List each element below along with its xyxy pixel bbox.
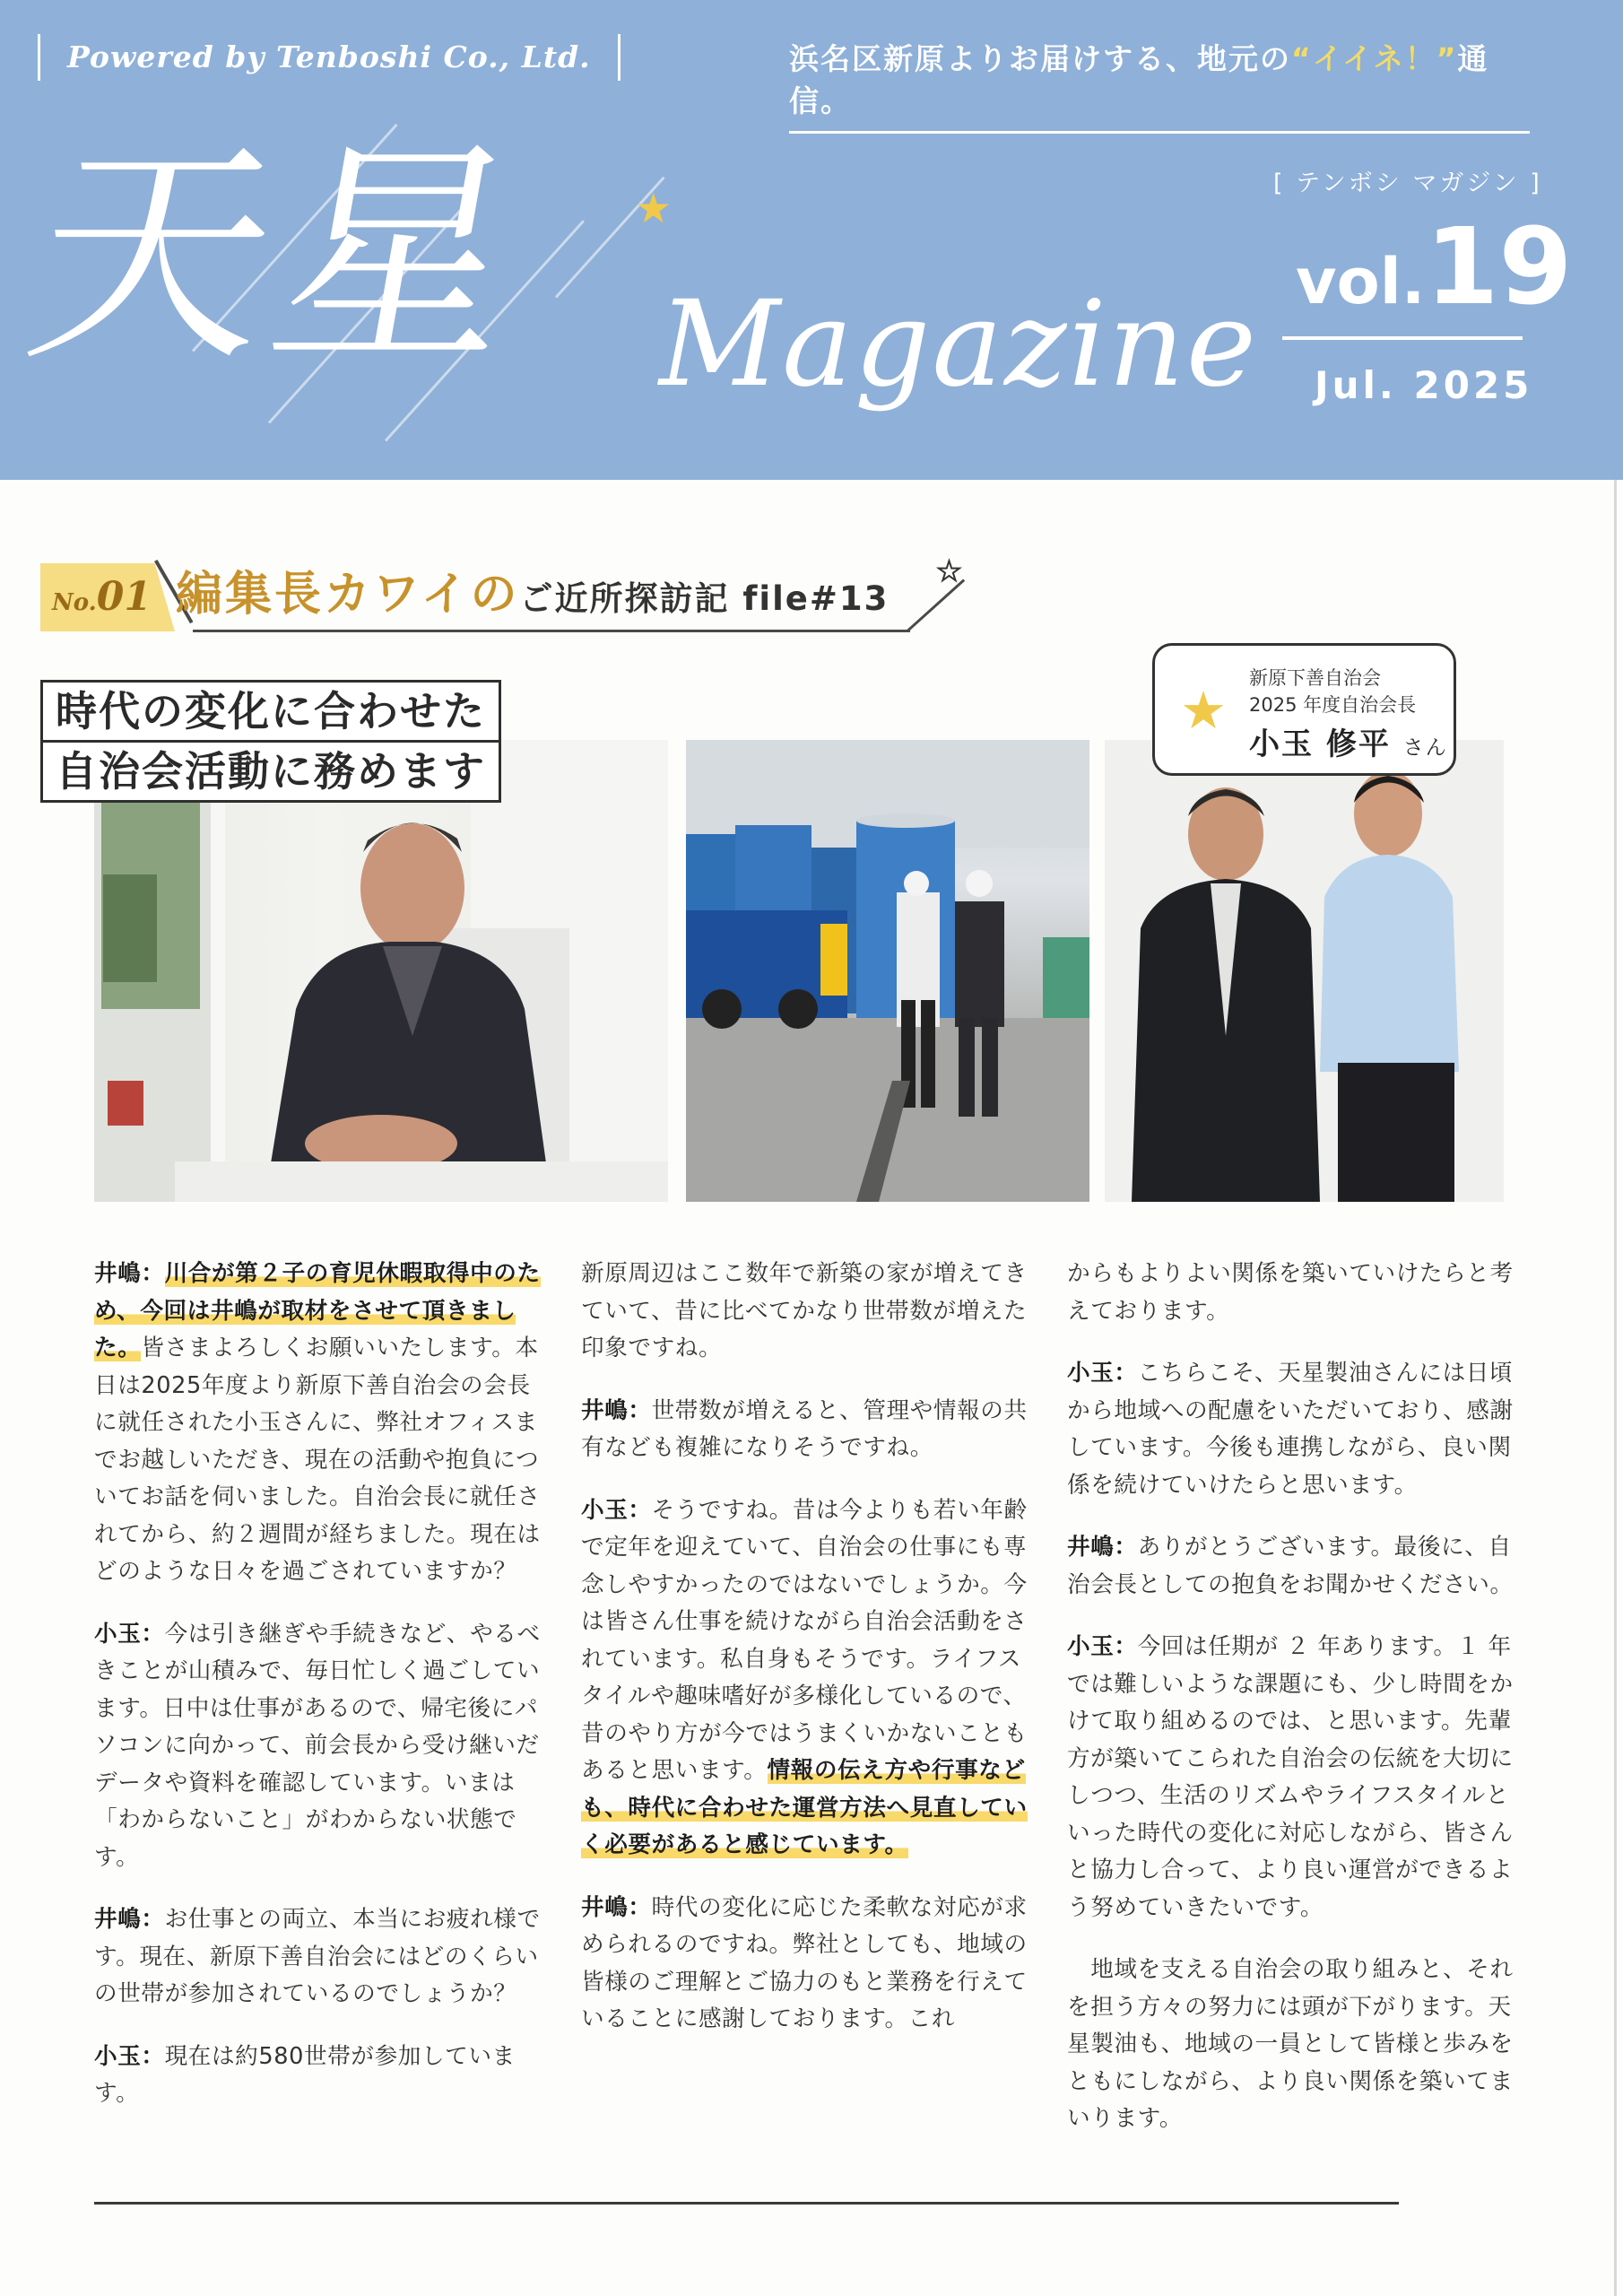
paragraph-text: お仕事との両立、本当にお疲れ様です。現在、新原下善自治会にはどのくらいの世帯が参加されているのでしょうか？	[94, 1906, 541, 2007]
tagline-highlight: “イイネ！”	[1291, 41, 1458, 76]
article-headline	[40, 680, 501, 803]
interviewee-name	[1249, 719, 1448, 763]
paragraph	[94, 1616, 542, 1877]
paragraph-text: 今回は任期が ２ 年あります。１ 年では難しいような課題にも、少し時間をかけて取り組めるのでは、と思います。先輩方が築いてこられた自治会の伝統を大切にしつつ、生活のリズムやライフスタイルといった時代の変化に対応しながら、皆さんと協力し合って、より良い運営ができるよう努めていきたいです。	[1067, 1633, 1514, 1921]
no-label: No.	[52, 589, 97, 616]
tagline-suffix: 通信。	[789, 41, 1489, 118]
page-edge	[1614, 480, 1617, 2296]
honorific: さん	[1402, 736, 1448, 760]
speaker-label: 井嶋：	[1067, 1534, 1138, 1561]
photo-interview	[94, 740, 668, 1202]
powered-by: Powered by Tenboshi Co., Ltd.	[38, 34, 621, 81]
speaker-label: 井嶋：	[581, 1396, 652, 1424]
volume-rule	[1282, 336, 1523, 340]
speaker-label: 井嶋：	[94, 1906, 165, 1933]
speaker-label: 小玉：	[581, 1496, 652, 1524]
paragraph	[1067, 1256, 1515, 1330]
photo-interview-image	[94, 740, 668, 1202]
tagline-prefix: 浜名区新原よりお届けする、地元の	[789, 41, 1291, 76]
interviewee-role: 2025 年度自治会長	[1249, 694, 1417, 716]
headline-line-2: 自治会活動に務めます	[43, 740, 499, 800]
star-icon: ★	[937, 556, 961, 587]
photo-portrait-image	[1105, 740, 1504, 1202]
vol-prefix: vol.	[1296, 245, 1426, 318]
name-text: 小玉 修平	[1249, 726, 1391, 762]
section-title-main: 編集長カワイの	[176, 568, 520, 622]
interviewee-org: 新原下善自治会	[1249, 667, 1381, 689]
photo-facility	[686, 740, 1089, 1202]
paragraph	[1067, 1629, 1515, 1926]
no-number: 01	[96, 574, 152, 620]
kana-subtitle: [ テンボシ マガジン ]	[1273, 170, 1542, 197]
paragraph-text: からもよりよい関係を築いていけたらと考えております。	[1067, 1260, 1514, 1325]
logo-magazine: Magazine	[659, 275, 1258, 413]
headline-line-1: 時代の変化に合わせた	[56, 687, 486, 735]
paragraph-text: こちらこそ、天星製油さんには日頃から地域への配慮をいただいており、感謝しています。今後も連携しながら、良い関係を続けていけたらと思います。	[1067, 1360, 1514, 1499]
article-column-1	[94, 1256, 542, 2138]
paragraph-text: 地域を支える自治会の取り組みと、それを担う方々の努力には頭が下がります。天星製油も、地域の一員として皆様と歩みをともにしながら、より良い関係を築いてまいります。	[1067, 1956, 1514, 2132]
paragraph	[1067, 1952, 1515, 2138]
paragraph-text: 時代の変化に応じた柔軟な対応が求められるのですね。弊社としても、地域の皆様のご理解とご協力のもと業務を行えていることに感謝しております。これ	[581, 1893, 1028, 2032]
paragraph	[94, 1901, 542, 2013]
section-title-sub: ご近所探訪記 file#13	[519, 579, 890, 618]
article-column-3	[1067, 1256, 1515, 2163]
logo-kanji: 天星	[12, 119, 544, 393]
paragraph	[581, 1256, 1029, 1368]
paragraph	[94, 1256, 542, 1591]
paragraph	[1067, 1355, 1515, 1504]
issue-date: Jul. 2025	[1315, 363, 1533, 407]
speaker-label: 井嶋：	[94, 1260, 165, 1287]
paragraph-text: 新原周辺はここ数年で新築の家が増えてきていて、昔に比べてかなり世帯数が増えた印象ですね。	[581, 1260, 1028, 1361]
masthead	[0, 0, 1623, 480]
paragraph-text: 世帯数が増えると、管理や情報の共有なども複雑になりそうですね。	[581, 1396, 1028, 1461]
paragraph-text: 今は引き継ぎや手続きなど、やるべきことが山積みで、毎日忙しく過ごしています。日中は仕事があるので、帰宅後にパソコンに向かって、前会長から受け継いだデータや資料を確認しています。いまは「わからないこと」がわからない状態です。	[94, 1620, 541, 1871]
highlighted-text: 情報の伝え方や行事なども、時代に合わせた運営方法へ見直していく必要があると感じています。	[581, 1757, 1028, 1858]
section-title	[176, 563, 889, 631]
section-number	[52, 574, 152, 620]
speaker-label: 小玉：	[94, 1620, 165, 1648]
paragraph	[1067, 1529, 1515, 1604]
tagline	[789, 36, 1530, 134]
photo-portrait	[1105, 740, 1504, 1202]
paragraph-text: 現在は約580世帯が参加しています。	[94, 2042, 516, 2107]
interviewee-card	[1152, 643, 1456, 776]
speaker-label: 井嶋：	[581, 1893, 652, 1921]
star-icon: ★	[1180, 680, 1227, 741]
paragraph	[581, 1393, 1029, 1467]
speaker-label: 小玉：	[1067, 1633, 1138, 1660]
highlighted-text: 川合が第２子の育児休暇取得中のため、今回は井嶋が取材をさせて頂きました。	[94, 1260, 541, 1361]
star-icon: ★	[635, 184, 673, 232]
paragraph-text: ありがとうございます。最後に、自治会長としての抱負をお聞かせください。	[1067, 1534, 1514, 1598]
volume-number	[1296, 204, 1573, 328]
footer-rule	[94, 2202, 1399, 2205]
paragraph	[581, 1890, 1029, 2039]
article-column-2	[581, 1256, 1029, 2064]
photo-facility-image	[686, 740, 1089, 1202]
speaker-label: 小玉：	[1067, 1360, 1138, 1387]
paragraph	[94, 2039, 542, 2113]
vol-num: 19	[1425, 204, 1573, 328]
paragraph	[581, 1492, 1029, 1865]
paragraph-text: そうですね。昔は今よりも若い年齢で定年を迎えていて、自治会の仕事にも専念しやすかったのではないでしょうか。今は皆さん仕事を続けながら自治会活動をされています。私自身もそうです。ライフスタイルや趣味嗜好が多様化しているので、昔のやり方が今ではうまくいかないこともあると思います。	[581, 1496, 1028, 1784]
paragraph-text: 皆さまよろしくお願いいたします。本日は2025年度より新原下善自治会の会長に就任された小玉さんに、弊社オフィスまでお越しいただき、現在の活動や抱負についてお話を伺いました。自治会長に就任されてから、約２週間が経ちました。現在はどのような日々を過ごされていますか？	[94, 1335, 541, 1585]
speaker-label: 小玉：	[94, 2042, 165, 2070]
